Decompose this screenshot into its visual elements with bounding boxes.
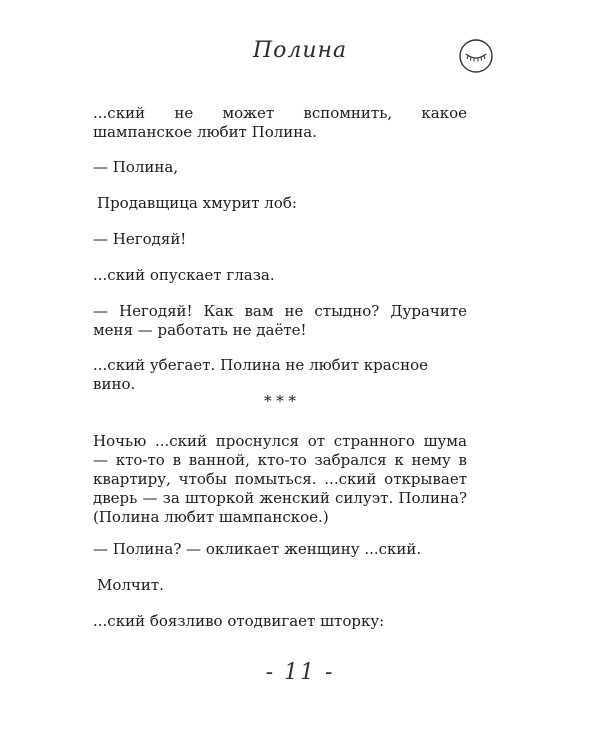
paragraph-3: Продавщица хмурит лоб: xyxy=(97,194,297,212)
closed-eye-logo-icon xyxy=(458,38,494,74)
paragraph-11: ...ский боязливо отодвигает шторку: xyxy=(93,612,385,630)
paragraph-8: Ночью ...ский проснулся от странного шума — кто-то в ванной, кто-то забрался к нему в квартиру, чтобы помыться. ...ский открывает дверь — за шторкой женский силуэт. Полина? (Полина любит шампанское.) xyxy=(93,432,467,526)
paragraph-6: — Негодяй! Как вам не стыдно? Дурачите меня — работать не даёте! xyxy=(93,302,467,339)
paragraph-4: — Негодяй! xyxy=(93,230,187,248)
paragraph-5: ...ский опускает глаза. xyxy=(93,266,275,284)
section-separator: * * * xyxy=(263,392,297,410)
running-header-title: Полина xyxy=(252,38,348,63)
paragraph-2: — Полина, xyxy=(93,158,179,176)
paragraph-1: ...ский не может вспомнить, какое шампанское любит Полина. xyxy=(93,104,467,141)
paragraph-9: — Полина? — окликает женщину ...ский. xyxy=(93,540,422,558)
paragraph-10: Молчит. xyxy=(97,576,164,594)
paragraph-7: ...ский убегает. Полина не любит красное вино. xyxy=(93,356,428,393)
page-number: - 11 - xyxy=(265,660,335,685)
